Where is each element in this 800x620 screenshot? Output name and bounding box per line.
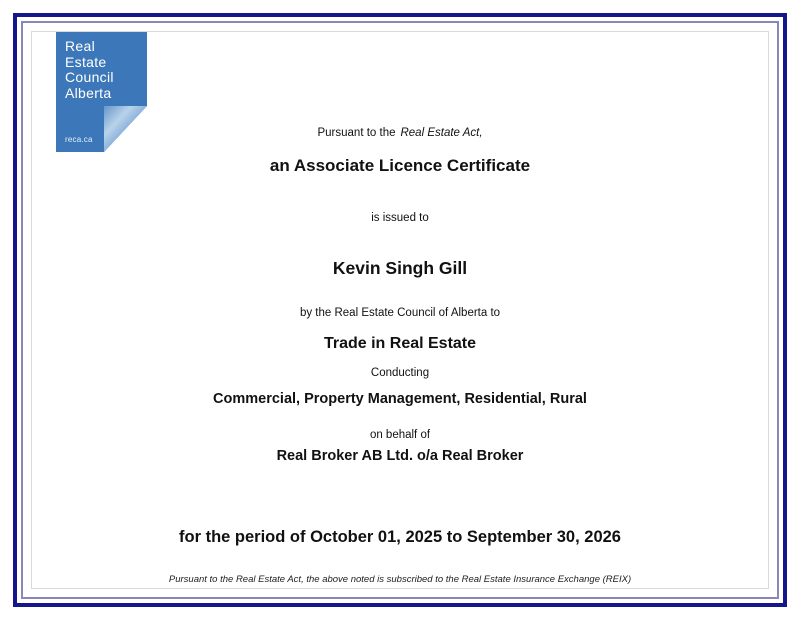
- logo-line-estate: Estate: [65, 53, 107, 70]
- certificate-title: an Associate Licence Certificate: [269, 156, 531, 175]
- intro-act-name: Real Estate Act,: [400, 127, 483, 139]
- logo-line-real: Real: [65, 38, 95, 54]
- outer-border: [13, 13, 787, 607]
- licensee-name: Kevin Singh Gill: [332, 258, 468, 278]
- on-behalf-label: on behalf of: [369, 429, 431, 441]
- mid-border: [21, 21, 779, 599]
- authorization-line: Trade in Real Estate: [323, 335, 477, 352]
- licence-period-line: for the period of October 01, 2025 to September 30, 2026: [179, 528, 621, 546]
- reca-logo-wordmark: [65, 39, 114, 102]
- conducting-label: Conducting: [370, 367, 430, 379]
- logo-line-council: Council: [65, 69, 114, 86]
- logo-line-alberta: Alberta: [65, 85, 112, 102]
- reca-website-text: reca.ca: [65, 135, 93, 144]
- issuer-line: by the Real Estate Council of Alberta to: [299, 307, 501, 319]
- intro-prefix: Pursuant to the: [317, 127, 396, 139]
- reix-footnote: Pursuant to the Real Estate Act, the above noted is subscribed to the Real Estate Insurance Exchange (REIX): [168, 574, 632, 585]
- certificate-content: [31, 31, 769, 589]
- sectors-line: Commercial, Property Management, Residential, Rural: [213, 391, 587, 407]
- brokerage-name: Real Broker AB Ltd. o/a Real Broker: [276, 448, 524, 464]
- issued-to-label: is issued to: [371, 212, 429, 224]
- intro-line: [32, 127, 768, 139]
